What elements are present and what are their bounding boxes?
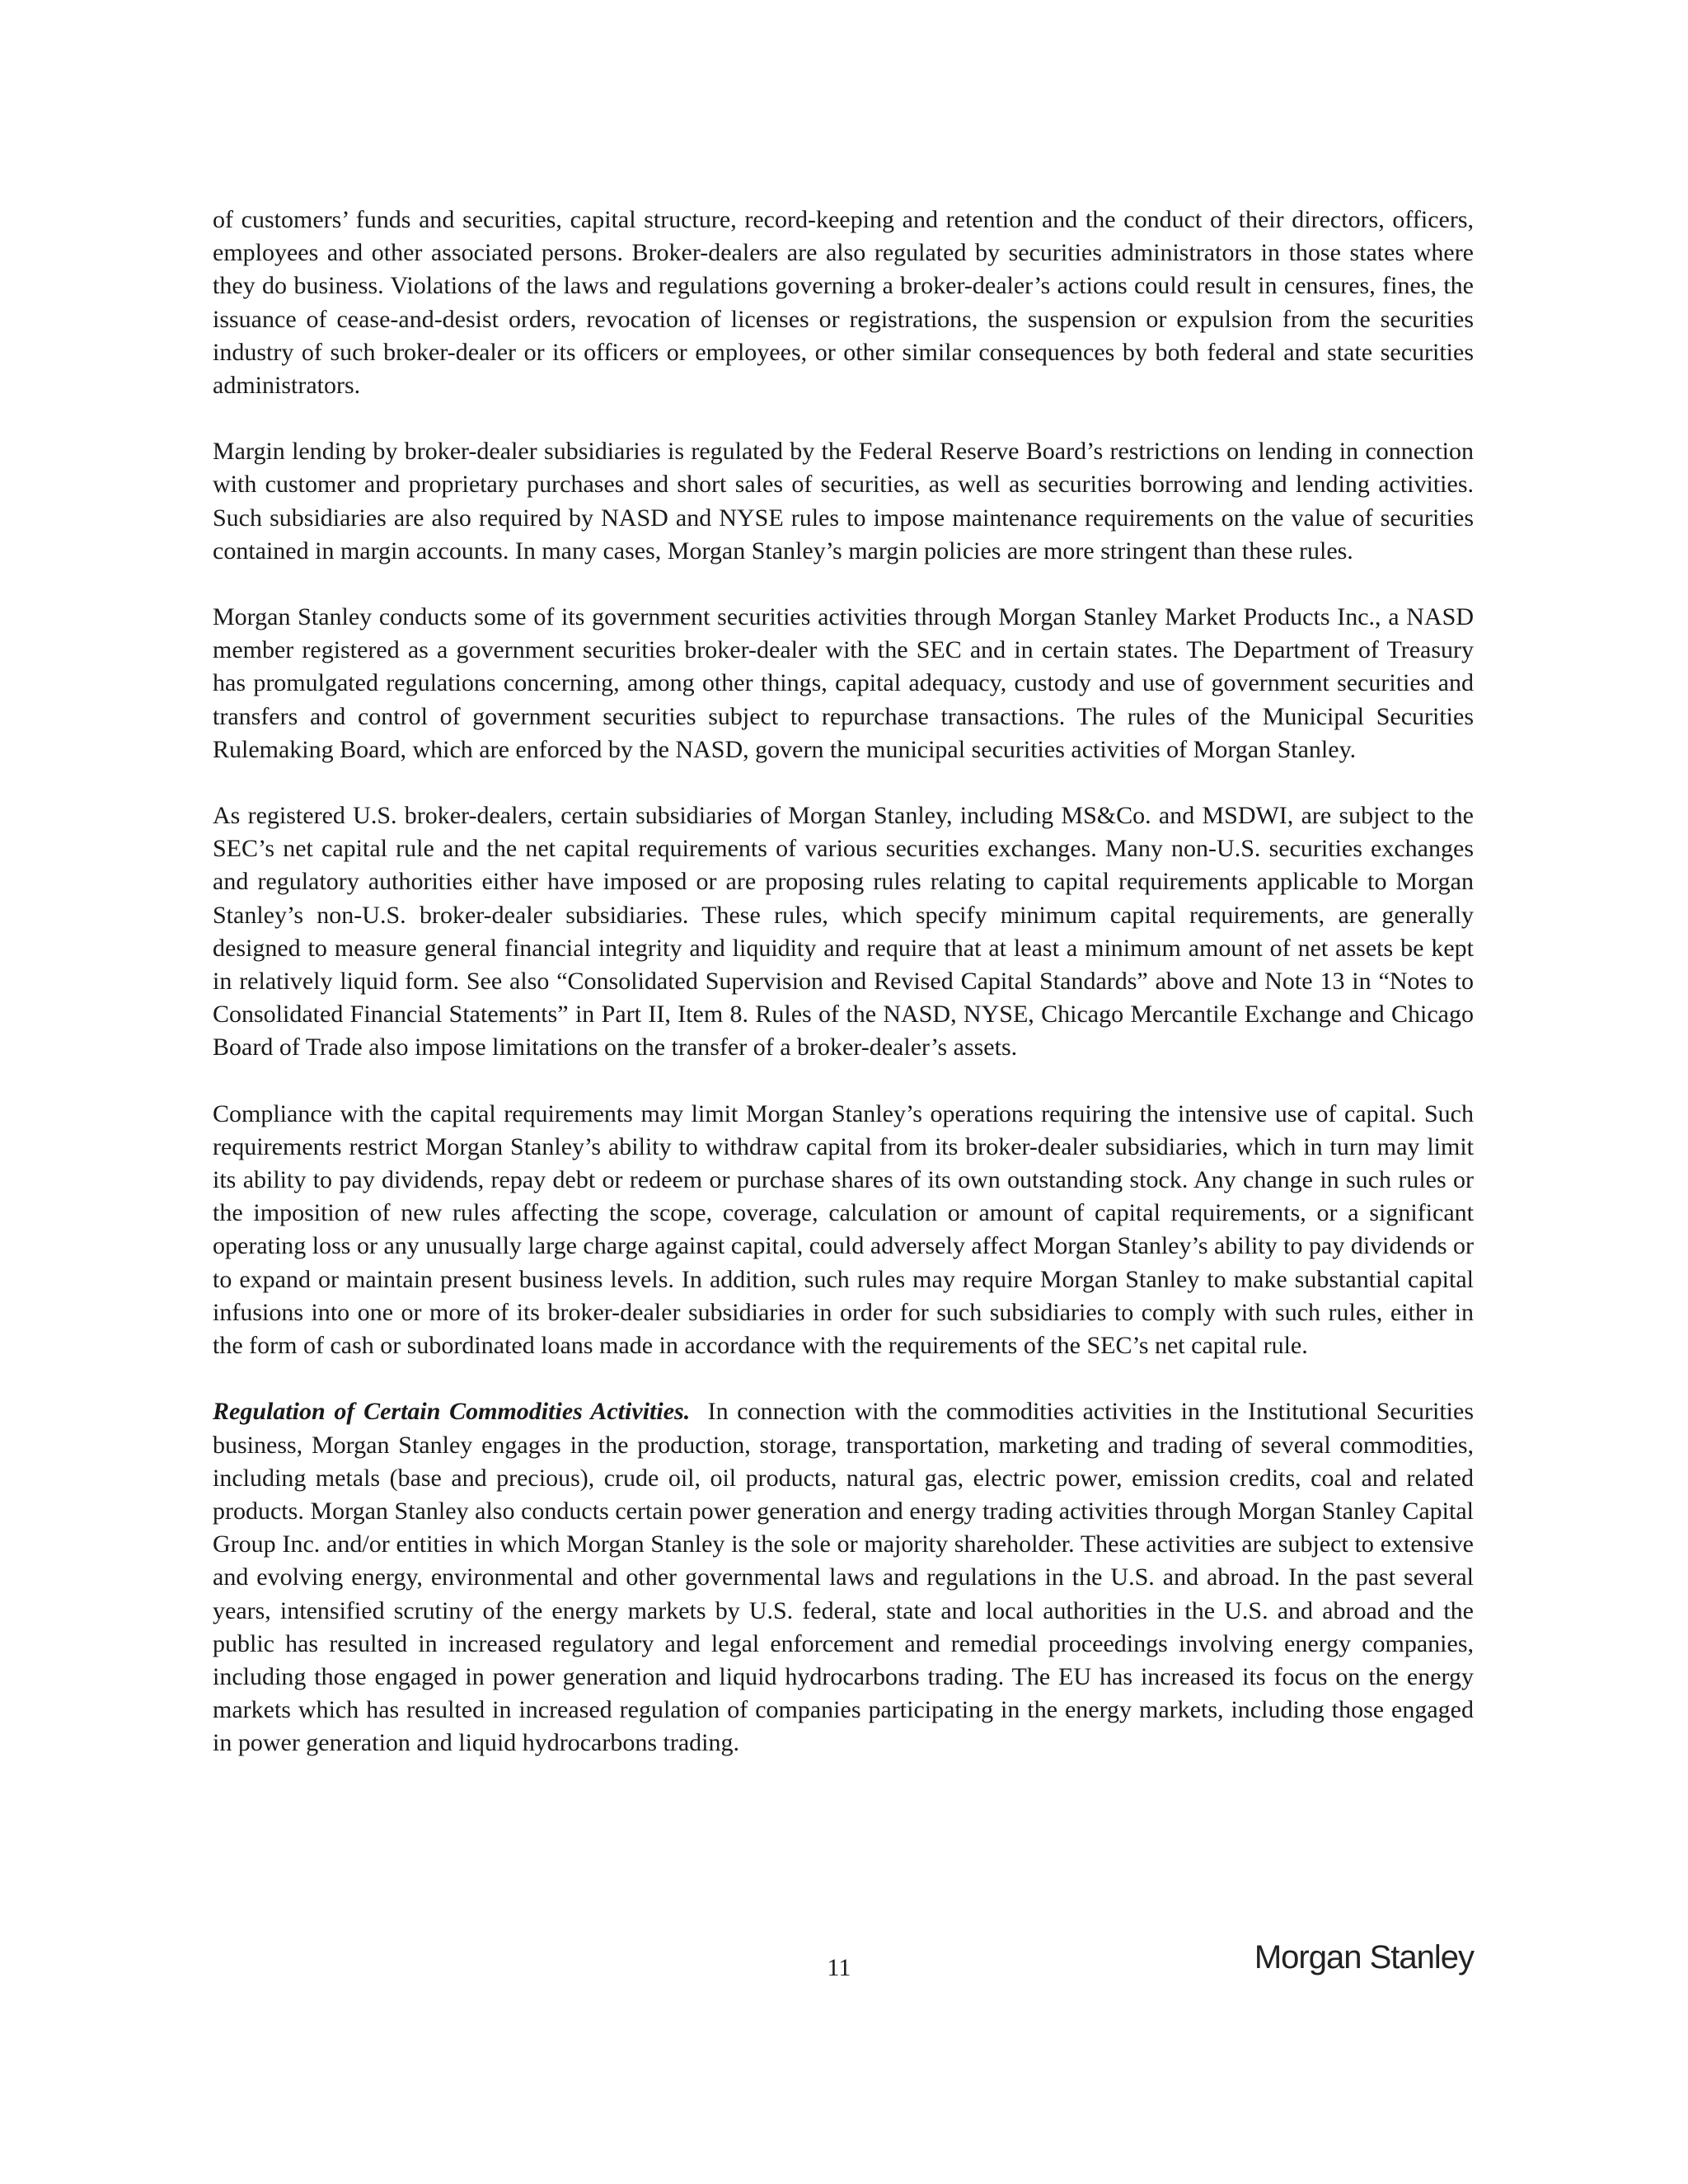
paragraph-net-capital-rule: As registered U.S. broker-dealers, certain subsidiaries of Morgan Stanley, including MS&Co. and MSDWI, are subject to the SEC’s net capital rule and the net capital requirements of various securities exchanges. Many non-U.S. securities exchanges and regulatory authorities either have imposed or are proposing rules relating to capital requirements applicable to Morgan Stanley’s non-U.S. broker-dealer subsidiaries. These rules, which specify minimum capital requirements, are generally designed to measure general financial integrity and liquidity and require that at least a minimum amount of net assets be kept in relatively liquid form. See also “Consolidated Supervision and Revised Capital Standards” above and Note 13 in “Notes to Consolidated Financial Statements” in Part II, Item 8. Rules of the NASD, NYSE, Chicago Mercantile Exchange and Chicago Board of Trade also impose limitations on the transfer of a broker-dealer’s assets.: [213, 802, 1474, 1062]
commodities-section-text: In connection with the commodities activities in the Institutional Securities business, Morgan Stanley engages in the production, storage, transportation, marketing and trading of several commodities, including metals (base and precious), crude oil, oil products, natural gas, electric power, emission credits, coal and related products. Morgan Stanley also conducts certain power generation and energy trading activities through Morgan Stanley Capital Group Inc. and/or entities in which Morgan Stanley is the sole or majority shareholder. These activities are subject to extensive and evolving energy, environmental and other governmental laws and regulations in the U.S. and abroad. In the past several years, intensified scrutiny of the energy markets by U.S. federal, state and local authorities in the U.S. and abroad and the public has resulted in increased regulatory and legal enforcement and remedial proceedings involving energy companies, including those engaged in power generation and liquid hydrocarbons trading. The EU has increased its focus on the energy markets which has resulted in increased regulation of companies participating in the energy markets, including those engaged in power generation and liquid hydrocarbons trading.: [213, 1398, 1474, 1757]
morgan-stanley-logo: Morgan Stanley: [1254, 1939, 1474, 1975]
paragraph-commodities-regulation: [213, 1395, 1474, 1760]
paragraph-broker-dealer-regulation: of customers’ funds and securities, capital structure, record-keeping and retention and the conduct of their directors, officers, employees and other associated persons. Broker-dealers are also regulated by securities administrators in those states where they do business. Violations of the laws and regulations governing a broker-dealer’s actions could result in censures, fines, the issuance of cease-and-desist orders, revocation of licenses or registrations, the suspension or expulsion from the securities industry of such broker-dealer or its officers or employees, or other similar consequences by both federal and state securities administrators.: [213, 206, 1474, 400]
paragraph-capital-compliance: Compliance with the capital requirements may limit Morgan Stanley’s operations requiring the intensive use of capital. Such requirements restrict Morgan Stanley’s ability to withdraw capital from its broker-dealer subsidiaries, which in turn may limit its ability to pay dividends, repay debt or redeem or purchase shares of its own outstanding stock. Any change in such rules or the imposition of new rules affecting the scope, coverage, calculation or amount of capital requirements, or a significant operating loss or any unusually large charge against capital, could adversely affect Morgan Stanley’s ability to pay dividends or to expand or maintain present business levels. In addition, such rules may require Morgan Stanley to make substantial capital infusions into one or more of its broker-dealer subsidiaries in order for such subsidiaries to comply with such rules, either in the form of cash or subordinated loans made in accordance with the requirements of the SEC’s net capital rule.: [213, 1099, 1474, 1360]
paragraph-government-securities: Morgan Stanley conducts some of its government securities activities through Morgan Stanley Market Products Inc., a NASD member registered as a government securities broker-dealer with the SEC and in certain states. The Department of Treasury has promulgated regulations concerning, among other things, capital adequacy, custody and use of government securities and transfers and control of government securities subject to repurchase transactions. The rules of the Municipal Securities Rulemaking Board, which are enforced by the NASD, govern the municipal securities activities of Morgan Stanley.: [213, 603, 1474, 763]
section-heading-commodities: Regulation of Certain Commodities Activities.: [213, 1398, 691, 1426]
paragraph-margin-lending: Margin lending by broker-dealer subsidiaries is regulated by the Federal Reserve Board’s restrictions on lending in connection with customer and proprietary purchases and short sales of securities, as well as securities borrowing and lending activities. Such subsidiaries are also required by NASD and NYSE rules to impose maintenance requirements on the value of securities contained in margin accounts. In many cases, Morgan Stanley’s margin policies are more stringent than these rules.: [213, 438, 1474, 565]
document-body: [213, 204, 1474, 1793]
page-number: 11: [827, 1954, 851, 1981]
